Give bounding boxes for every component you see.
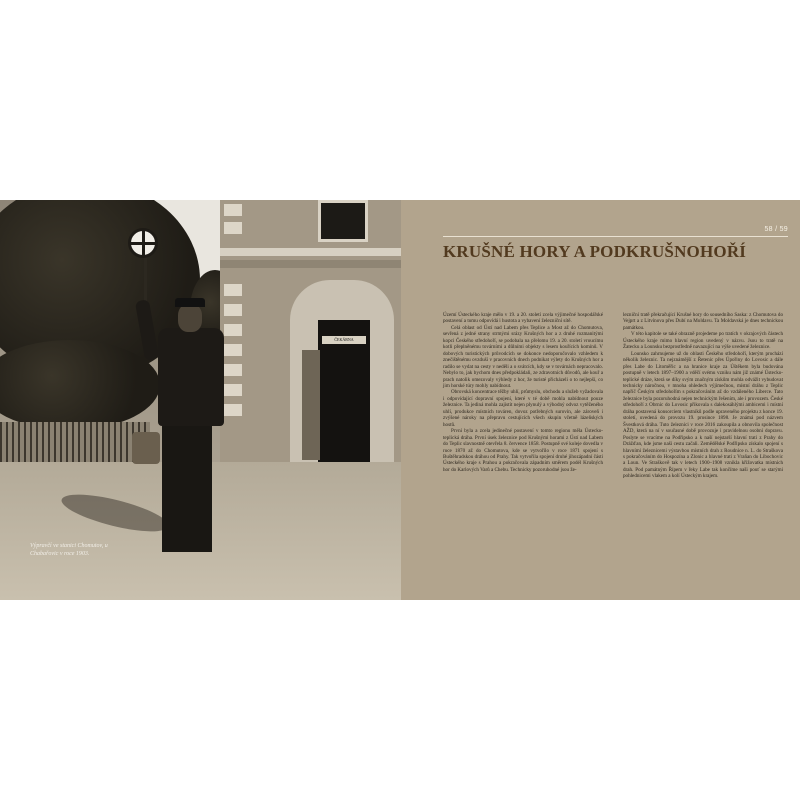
door-sign: ČEKÁRNA (322, 336, 366, 344)
paragraph: První byla a zcela jedinečné postavení v tomto regionu měla Ústecko-teplická dráha. První úsek železnice pod Krušnými horami z Ústí nad Labem do Teplic slavnostně otevřela 8. července 1858. Postupně své koleje dovedla v roce 1870 až do Chomutova, kde se vytvořilo v roce 1871 spojení s Buštěhradskou dráhou od Prahy. Tak vytvořila spojení druhé jihozápadní části Ústeckého kraje s Prahou a pokračovala západním směrem podél Krušných hor do Karlových Varů a Chebu. Technicky pozoruhodné jsou že- (443, 428, 603, 473)
paragraph: V této kapitole se také obrazně projedeme po tratích v okrajových částech Ústeckého kraje mimo hlavní region uvedený v názvu. Jsou to tratě na Žatecku a Lounsku bezprostředně navazující na výše uvedené železnice. (623, 331, 783, 351)
signal-disc-icon (128, 228, 158, 258)
barrel (132, 432, 160, 464)
book-spread (0, 200, 800, 600)
paragraph: Území Ústeckého kraje mělo v 19. a 20. století zcela výjimečné hospodářské postavení a tomu odpovídá i hustota a vybavení železniční sítě. (443, 312, 603, 325)
paragraph: lezniční tratě překračující Krušné hory do sousedního Saska: z Chomutova do Vejprt a z Litvínova přes Dubí na Moldavu. Ta Moldavská je dnes technickou památkou. (623, 312, 783, 331)
historic-photo (0, 200, 401, 600)
header-rule (443, 236, 788, 237)
chapter-title: KRUŠNÉ HORY A PODKRUŠNOHOŘÍ (443, 242, 747, 261)
text-page (401, 200, 800, 600)
fence (0, 422, 150, 462)
man-cap (175, 298, 205, 307)
man-legs (162, 424, 212, 552)
open-door-leaf (302, 350, 320, 460)
signal-pole (144, 256, 147, 306)
page-numbers: 58 / 59 (764, 226, 788, 233)
man-head (178, 304, 202, 332)
text-column-right (623, 312, 783, 480)
dispatcher-figure (158, 328, 224, 426)
photo-caption: Výpravčí ve stanici Chomutov, u Chabařovic v roce 1903. (30, 543, 108, 557)
paragraph: Obrovská koncentrace těžby uhlí, průmyslu, obchodu a služeb vyžadovala i odpovídající dopravní spojení, které v té době mohla nabídnout pouze železnice. Ta jediná mohla zajistit nejen plynulý a výhodný odvoz vytěženého uhlí, produkce místních továren, dovoz potřebných surovin, ale zároveň i zvýšené nároky na přepravu cestujících všech skupin včetně lázeňských hostů. (443, 389, 603, 428)
paragraph: Celá oblast od Ústí nad Labem přes Teplice a Most až do Chomutova, sevřená z jedné strany strmými srázy Krušných hor a z druhé rozmanitými kopci Českého středohoří, se podobala na přelomu 19. a 20. století vroucímu kotli přeplněnému továrními a důlními objekty s lesem kouřících komínů. V dobových turistických průvodcích se dokonce nedoporučovalo vzhledem k znečištěnému ovzduší v pracovních dnech podnikat výlety do Krušných hor a radilo se vydat na cesty v neděli a o svátcích, kdy se v továrnách nepracovalo. Nebylo to, jak bychom dnes předpokládali, ze zdravotních důvodů, ale kouř a prach natolik omezovaly výhledy z hor, že turisté přicházeli o to nejlepší, co jim horské túry mohly nabídnout. (443, 324, 603, 389)
upper-window (318, 200, 368, 242)
paragraph: Lounsko zahrnujeme už do oblasti Českého středohoří, kterým prochází několik železnic. Ta nejznámější z Řetenic přes Úpořiny do Lovosic a dále přes Labe do Litoměřic a na hranice kraje za Úštěkem byla budována postupně v letech 1897–1900 a vděčí svému vzniku nám již známé Ústecko-teplické dráze, která se díky svým značným ziskům mohla odvážit vybudovat technicky náročnou, v mnoha ohledech výjimečnou, místní dráhu z Teplic napříč Českým středohořím s pokračováním až do vzdáleného Liberce. Tato železnice byla pozoruhodná nejen technickým řešením, ale i provozem. České středohoří z Obrnic do Lovosic přikovala s dalekosáhlými ambicemi i místní dráha postavená konsorciem vlastníků podle upraveného projektu z konce 19. století, uvedená do provozu 19. prosince 1898. Je známá pod názvem Švestková dráha. Tuto železnici v roce 2016 zakoupila a obnovila společnost AŽD, která na ní v současné době provozuje i pravidelnou osobní dopravu. Poslyte se vracíme na Podřipsko a k naší nejstarší hlavní trati z Prahy do Drážďan, kde jsme naši cestu začali. Zemědělské Podřipsko získalo spojení s hlavními železnicemi výstavbou místních drah z Roudnice n. L. do Straškova s pokračováním do Hospozína a Zlonic a hlavné trati z Vraňan do Libochovic a Loun. Ve Straškově tak v letech 1900–1908 vznikla křižovatka místních drah. Pod památným Řípem v řeky Labe tak končíme naši pouť se starými pohlednicemi vlakem a kolí Ústeckým krajem. (623, 350, 783, 480)
text-column-left (443, 312, 603, 473)
tree-foliage (0, 340, 160, 430)
